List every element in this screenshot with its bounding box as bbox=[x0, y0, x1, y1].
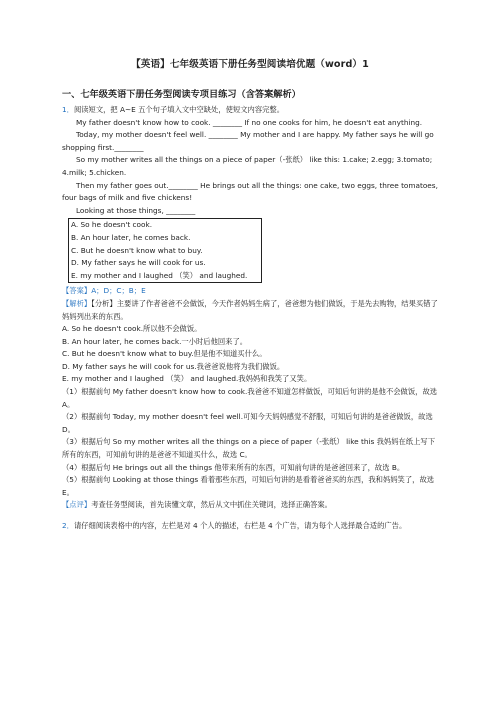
answer-text: A；D；C；B；E bbox=[91, 286, 146, 296]
question-2 bbox=[62, 520, 438, 533]
option-item: C. But he doesn't know what to buy. bbox=[71, 245, 203, 255]
answer-line bbox=[62, 285, 438, 298]
analysis-label: 【解析】 bbox=[62, 298, 92, 308]
question-2-text: 请仔细阅读表格中的内容，左栏是对 4 个人的描述，右栏是 4 个广告，请为每个人选择最合适的广告。 bbox=[73, 521, 407, 530]
explanation-item: A. So he doesn't cook.所以他不会做饭。 bbox=[62, 324, 202, 334]
explanation-item: E. my mother and I laughed （笑） and laughed.我妈妈和我笑了又笑。 bbox=[62, 374, 312, 384]
instruction-text: 阅读短文，把 A~E 五个句子填入文中空缺处，使短文内容完整。 bbox=[73, 105, 285, 114]
option-item: E. my mother and I laughed （笑） and laughed. bbox=[71, 270, 248, 280]
options-box bbox=[68, 218, 262, 283]
passage-paragraph: Looking at those things, ________ bbox=[76, 205, 196, 215]
reason-item: （2）根据前句 Today, my mother doesn't feel well.可知今天妈妈感觉不舒服，可知后句讲的是爸爸做饭，故选 D。 bbox=[62, 412, 433, 434]
question-number: 2． bbox=[62, 521, 74, 530]
analysis-line bbox=[62, 298, 438, 323]
comment-label: 【点评】 bbox=[62, 500, 92, 510]
explanation-item: B. An hour later, he comes back.一小时后他回来了。 bbox=[62, 336, 248, 346]
explanation-item: D. My father says he will cook for us.我爸爸说他将为我们做饭。 bbox=[62, 361, 285, 371]
reason-item: （3）根据后句 So my mother writes all the things on a piece of paper（-张纸） like this 我妈妈在纸上写下所有的东西，可知前句讲的是爸爸不知道买什么，故选 C。 bbox=[62, 437, 435, 460]
passage-paragraph: My father doesn't know how to cook. ________ If no one cooks for him, he doesn't eat anything. bbox=[76, 117, 423, 127]
analysis-text: 【分析】主要讲了作者爸爸不会做饭，今天作者妈妈生病了，爸爸想为他们做饭，于是先去购物，结果买错了妈妈列出来的东西。 bbox=[62, 298, 438, 321]
section-heading: 一、七年级英语下册任务型阅读专项目练习（含答案解析） bbox=[62, 89, 301, 100]
passage-paragraph: Then my father goes out.________ He brings out all the things: one cake, two eggs, three tomatoes, four bags of milk and five chickens! bbox=[62, 180, 438, 203]
answer-label: 【答案】 bbox=[62, 286, 92, 296]
option-item: D. My father says he will cook for us. bbox=[71, 258, 206, 268]
question-number: 1． bbox=[62, 105, 74, 114]
passage-paragraph: Today, my mother doesn't feel well. ________ My mother and I are happy. My father says he will go shopping first.________ bbox=[62, 130, 434, 152]
passage-paragraph: So my mother writes all the things on a piece of paper（-张纸） like this: 1.cake; 2.egg; 3.tomato; 4.milk; 5.chicken. bbox=[62, 155, 433, 177]
comment-text: 考查任务型阅读，首先读懂文章，然后从文中抓住关键词，选择正确答案。 bbox=[91, 500, 332, 510]
document-title: 【英语】七年级英语下册任务型阅读培优题（word）1 bbox=[131, 59, 369, 70]
comment-line bbox=[62, 499, 438, 512]
reason-item: （1）根据前句 My father doesn't know how to cook.我爸爸不知道怎样做饭，可知后句讲的是他不会做饭，故选 A。 bbox=[62, 387, 438, 409]
spacer bbox=[62, 512, 438, 520]
explanation-item: C. But he doesn't know what to buy.但是他不知道买什么。 bbox=[62, 349, 267, 359]
option-item: A. So he doesn't cook. bbox=[71, 220, 153, 230]
reason-item: （5）根据前句 Looking at those things 看着那些东西，可知后句讲的是看着爸爸买的东西，我和妈妈笑了，故选 E。 bbox=[62, 475, 435, 497]
reason-item: （4）根据后句 He brings out all the things 他带来所有的东西，可知前句讲的是爸爸回来了，故选 B。 bbox=[62, 462, 405, 472]
option-item: B. An hour later, he comes back. bbox=[71, 232, 191, 242]
question-1-instruction bbox=[62, 104, 438, 117]
